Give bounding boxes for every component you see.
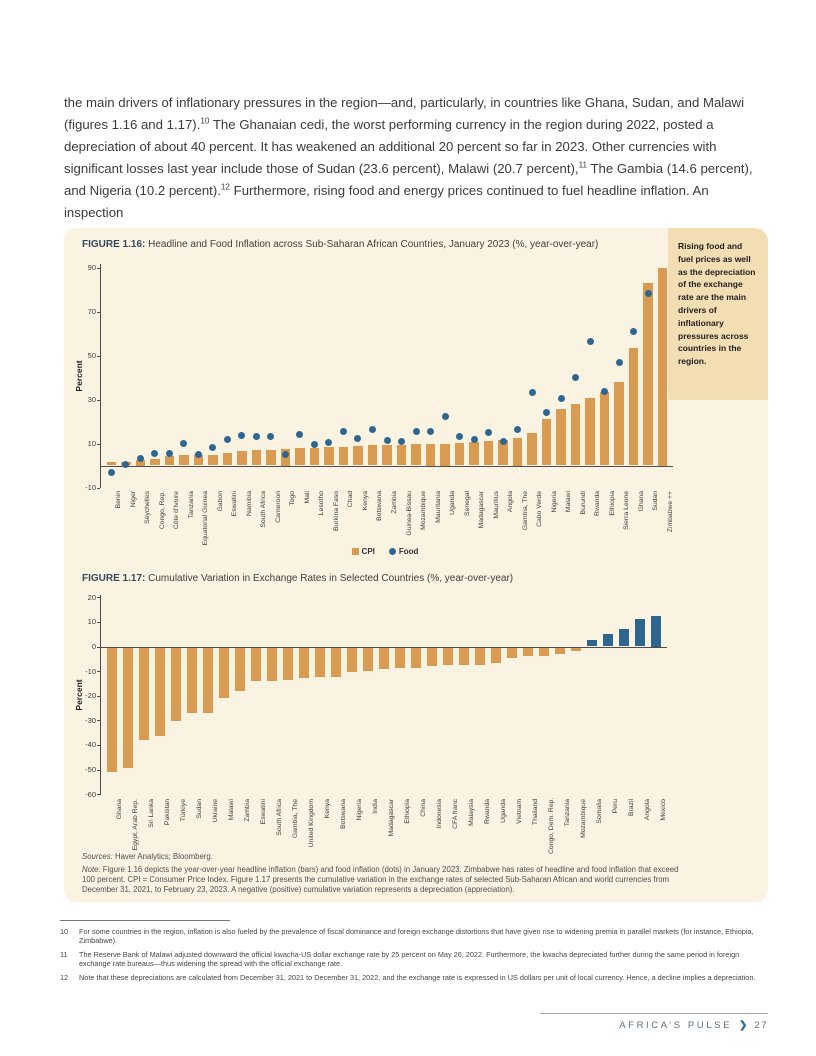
y-tick-label: 10 — [87, 617, 96, 627]
x-axis-label: Mali — [303, 491, 311, 504]
bar — [155, 648, 165, 737]
y-tick-label: 10 — [87, 439, 96, 448]
x-axis-label: Burundi — [579, 491, 587, 515]
bar — [603, 634, 613, 646]
footnote — [60, 927, 760, 946]
bar — [427, 648, 437, 666]
y-tick-label: -20 — [85, 691, 96, 701]
x-axis-label: Uganda — [500, 799, 507, 823]
x-axis-label: Zambia — [391, 491, 398, 514]
x-axis-label: Ethiopia — [404, 799, 411, 824]
footnote-text: For some countries in the region, inflation is also fueled by the prevalence of fiscal dominance and foreign exchange distortions that have given rise to widening premia in parallel markets (for instance, Ethiopia, Zimbabwe). — [79, 927, 754, 946]
bar — [475, 648, 485, 665]
y-tick-label: -10 — [85, 666, 96, 676]
y-tick-label: -40 — [85, 740, 96, 750]
x-axis-label: Zimbabwe ++ — [666, 491, 674, 533]
footnote-number: 12 — [60, 972, 69, 982]
bar — [235, 648, 245, 691]
x-axis-label: Eswatini — [231, 491, 239, 517]
x-axis-label: Mozambique — [580, 799, 587, 838]
x-axis-label: Tanzania — [564, 799, 571, 827]
footnote-marker: 12 — [220, 182, 230, 192]
x-axis-label: Mauritius — [492, 491, 500, 519]
y-axis-title: Percent — [74, 360, 84, 392]
footnote-text: The Reserve Bank of Malawi adjusted downward the official kwacha-US dollar exchange rate by 25 percent on May 26, 2022. Furthermore, the kwacha depreciated further during the same period in foreign exchange rate bureaus—thus widening the spread with the official exchange rate. — [79, 949, 740, 969]
x-axis-label: Uganda — [449, 491, 457, 515]
y-tick — [97, 597, 100, 598]
sources-line — [82, 852, 213, 861]
x-axis-label: Gambia, The — [521, 491, 529, 531]
x-axis-label: Zambia — [244, 799, 251, 822]
figure-1-17-label: FIGURE 1.17: — [82, 573, 146, 584]
x-axis-label: Malaysia — [468, 799, 475, 826]
y-axis-title: Percent — [74, 679, 84, 711]
y-tick-label: -10 — [85, 483, 96, 492]
x-axis-label: Angola — [507, 491, 515, 513]
x-axis-label: Thailand — [532, 799, 539, 826]
x-axis-label: United Kingdom — [308, 799, 315, 848]
x-axis-label: Türkiye — [180, 799, 187, 822]
figure-1-17-chart — [64, 228, 768, 902]
x-axis-label: Rwanda — [594, 491, 602, 516]
x-axis-label: Benin — [115, 491, 123, 509]
y-axis-line — [100, 595, 101, 795]
bar — [139, 648, 149, 740]
bar — [651, 616, 661, 647]
x-axis-label: Madagascar — [478, 491, 486, 529]
x-axis-label: Sudan — [652, 491, 660, 511]
x-axis-label: Nigeria — [550, 491, 558, 513]
x-axis-label: Tanzania — [187, 491, 195, 519]
x-axis-label: Cameroon — [274, 491, 282, 523]
bar — [443, 648, 453, 666]
note-text: Figure 1.16 depicts the year-over-year headline inflation (bars) and food inflation (dots) in January 2023. Zimbabwe has rates of headline and food inflation that exceed 100 percent. CPI = Consumer Price Index. Figure 1.17 presents the cumulative variation in the exchange rates of selected Sub-Saharan African and world currencies from December 31, 2021, to February 23, 2023. A negative (positive) cumulative variation represents a depreciation (appreciation). — [82, 865, 679, 894]
sources-text: Haver Analytics; Bloomberg. — [112, 852, 213, 861]
bar — [411, 648, 421, 668]
footnote-divider — [60, 920, 230, 921]
footnote — [60, 973, 760, 982]
x-axis-label: Kenya — [324, 799, 331, 819]
footnotes — [60, 927, 760, 986]
y-tick-label: -30 — [85, 715, 96, 725]
bar — [331, 648, 341, 677]
footer-chevron-icon: ❯ — [739, 1020, 748, 1031]
x-axis-label: Namibia — [245, 491, 253, 516]
x-axis-label: Angola — [644, 799, 651, 821]
bar — [507, 648, 517, 659]
intro-text-segment: The Ghanaian cedi, the worst performing currency in the region during 2022, posted a depreciation of about 40 percent. It has weakened an additional 20 percent so far in 2023. Other currencies with significant losses last year include those of Sudan (23.6 percent), Malawi (20.7 percent), — [64, 117, 717, 176]
x-axis-label: Niger — [129, 491, 137, 508]
bar — [267, 648, 277, 682]
x-axis-label: Sierra Leone — [623, 491, 631, 530]
intro-paragraph — [64, 92, 758, 224]
footnote-text: Note that these depreciations are calculated from December 31, 2021 to December 31, 2022, and the exchange rate is expressed in US dollars per unit of local currency. Hence, a decline implies a depreciation. — [79, 972, 756, 982]
footnote-marker: 10 — [200, 116, 210, 126]
bar — [539, 648, 549, 657]
figure-panel — [64, 228, 768, 902]
footnote — [60, 950, 760, 969]
intro-text-segment: the main drivers of inflationary pressures in the region—and, particularly, in countries like Ghana, Sudan, and Malawi (figures 1.16 and 1.17). — [64, 95, 744, 132]
y-tick-label: 30 — [87, 395, 96, 404]
bar — [571, 648, 581, 652]
x-axis-label: Seychelles — [144, 491, 152, 524]
x-axis-label: Ukraine — [212, 799, 219, 823]
footer-page-number: 27 — [754, 1020, 768, 1031]
bar — [395, 648, 405, 669]
bar — [363, 648, 373, 671]
x-axis-label: Eswatini — [260, 799, 267, 825]
bar — [187, 648, 197, 713]
y-tick-label: 90 — [87, 263, 96, 272]
y-tick — [97, 671, 100, 672]
x-axis-label: Kenya — [361, 491, 369, 511]
bar — [619, 629, 629, 646]
x-axis-label: South Africa — [260, 491, 268, 528]
x-axis-label: Côte d’Ivoire — [173, 491, 181, 530]
x-axis-label: Sudan — [196, 799, 203, 819]
x-axis-label: Equatorial Guinea — [202, 491, 210, 546]
y-tick — [97, 720, 100, 721]
y-tick-label: -60 — [85, 789, 96, 799]
y-tick — [97, 696, 100, 697]
x-axis-label: Senegal — [463, 491, 471, 516]
bar — [635, 619, 645, 646]
x-axis-label: Burkina Faso — [332, 491, 340, 532]
x-axis-label: Brazil — [628, 799, 635, 816]
x-axis-label: Ghana — [116, 799, 123, 820]
bar — [347, 648, 357, 673]
bar — [491, 648, 501, 664]
y-tick-label: 20 — [87, 592, 96, 602]
x-axis-label: India — [372, 799, 379, 814]
x-axis-label: Gabon — [216, 491, 224, 512]
bar — [587, 640, 597, 646]
x-axis-label: Mozambique — [420, 491, 428, 530]
x-axis-label: China — [420, 799, 427, 817]
x-axis-label: Sri Lanka — [148, 799, 155, 828]
x-axis-label: Madagascar — [388, 799, 395, 837]
bar — [379, 648, 389, 670]
x-axis-label: Nigeria — [356, 799, 363, 821]
x-axis-label: Congo, Dem. Rep. — [548, 797, 555, 854]
x-axis-label: Ethiopia — [608, 491, 616, 516]
x-axis-label: Congo, Rep. — [158, 491, 166, 530]
bar — [315, 648, 325, 678]
bar — [203, 648, 213, 713]
y-tick-label: 70 — [87, 307, 96, 316]
y-tick — [97, 745, 100, 746]
bar — [107, 648, 117, 772]
note-label: Note: — [82, 865, 101, 874]
figure-1-16-title-text: Headline and Food Inflation across Sub-Saharan African Countries, January 2023 (%, year-over-year) — [148, 239, 599, 250]
y-tick — [97, 622, 100, 623]
footer-brand: AFRICA’S PULSE — [619, 1020, 733, 1031]
legend-label-food: Food — [398, 547, 419, 556]
footnote-number: 10 — [60, 927, 69, 936]
x-axis-label: CFA franc — [452, 799, 459, 829]
bar — [123, 648, 133, 769]
bar — [523, 648, 533, 657]
x-axis-label: Botswana — [376, 491, 384, 521]
y-tick-label: 50 — [87, 351, 96, 360]
bar — [459, 648, 469, 665]
bar — [299, 648, 309, 678]
y-tick — [97, 794, 100, 795]
x-axis-label: Gambia, The — [292, 799, 299, 839]
figure-1-16-label: FIGURE 1.16: — [82, 239, 146, 250]
bar — [251, 648, 261, 681]
x-axis-label: Guinea-Bissau — [405, 491, 413, 536]
x-axis-label: Chad — [347, 491, 355, 508]
x-axis-label: Egypt, Arab Rep. — [132, 799, 139, 851]
bar — [555, 648, 565, 654]
footnote-number: 11 — [60, 949, 68, 959]
x-axis-label: South Africa — [276, 799, 283, 836]
x-axis-label: Indonesia — [436, 799, 443, 829]
sources-label: Sources: — [82, 852, 113, 861]
bar — [283, 648, 293, 681]
footer — [619, 1020, 768, 1031]
x-axis-label: Pakistan — [164, 799, 171, 826]
callout-text: Rising food and fuel prices as well as the depreciation of the exchange rate are the main drivers of inflationary pressures across countries in the region. — [678, 241, 756, 367]
x-axis-label: Togo — [289, 491, 297, 506]
x-axis-label: Peru — [612, 799, 619, 814]
y-tick-label: 0 — [91, 642, 96, 651]
figure-1-17-title-text: Cumulative Variation in Exchange Rates in Selected Countries (%, year-over-year) — [148, 573, 514, 584]
x-axis-label: Ghana — [637, 491, 645, 512]
x-axis-label: Rwanda — [484, 799, 491, 824]
note-line — [82, 865, 688, 894]
x-axis-label: Malawi — [228, 799, 235, 821]
bar — [219, 648, 229, 698]
intro-text-segment: The Gambia (14.6 percent), and Nigeria (10.2 percent). — [64, 161, 753, 198]
legend-label-cpi: CPI — [361, 547, 375, 556]
x-axis-label: Malawi — [565, 491, 573, 513]
y-tick — [97, 770, 100, 771]
bar — [171, 648, 181, 722]
x-axis-label: Vietnam — [516, 799, 523, 824]
x-axis-label: Botswana — [340, 799, 347, 829]
intro-text-segment: Furthermore, rising food and energy prices continued to fuel headline inflation. An inspection — [64, 183, 709, 220]
callout-box — [668, 228, 768, 400]
x-axis-label: Mauritania — [434, 491, 442, 523]
footnote-marker: 11 — [578, 160, 588, 170]
footer-rule — [540, 1013, 768, 1014]
x-axis-label: Somalia — [596, 799, 603, 824]
x-axis-label: Mexico — [660, 799, 667, 821]
x-axis-label: Lesotho — [318, 491, 326, 516]
y-tick-label: -50 — [85, 765, 96, 774]
x-axis-label: Cabo Verde — [536, 491, 544, 527]
